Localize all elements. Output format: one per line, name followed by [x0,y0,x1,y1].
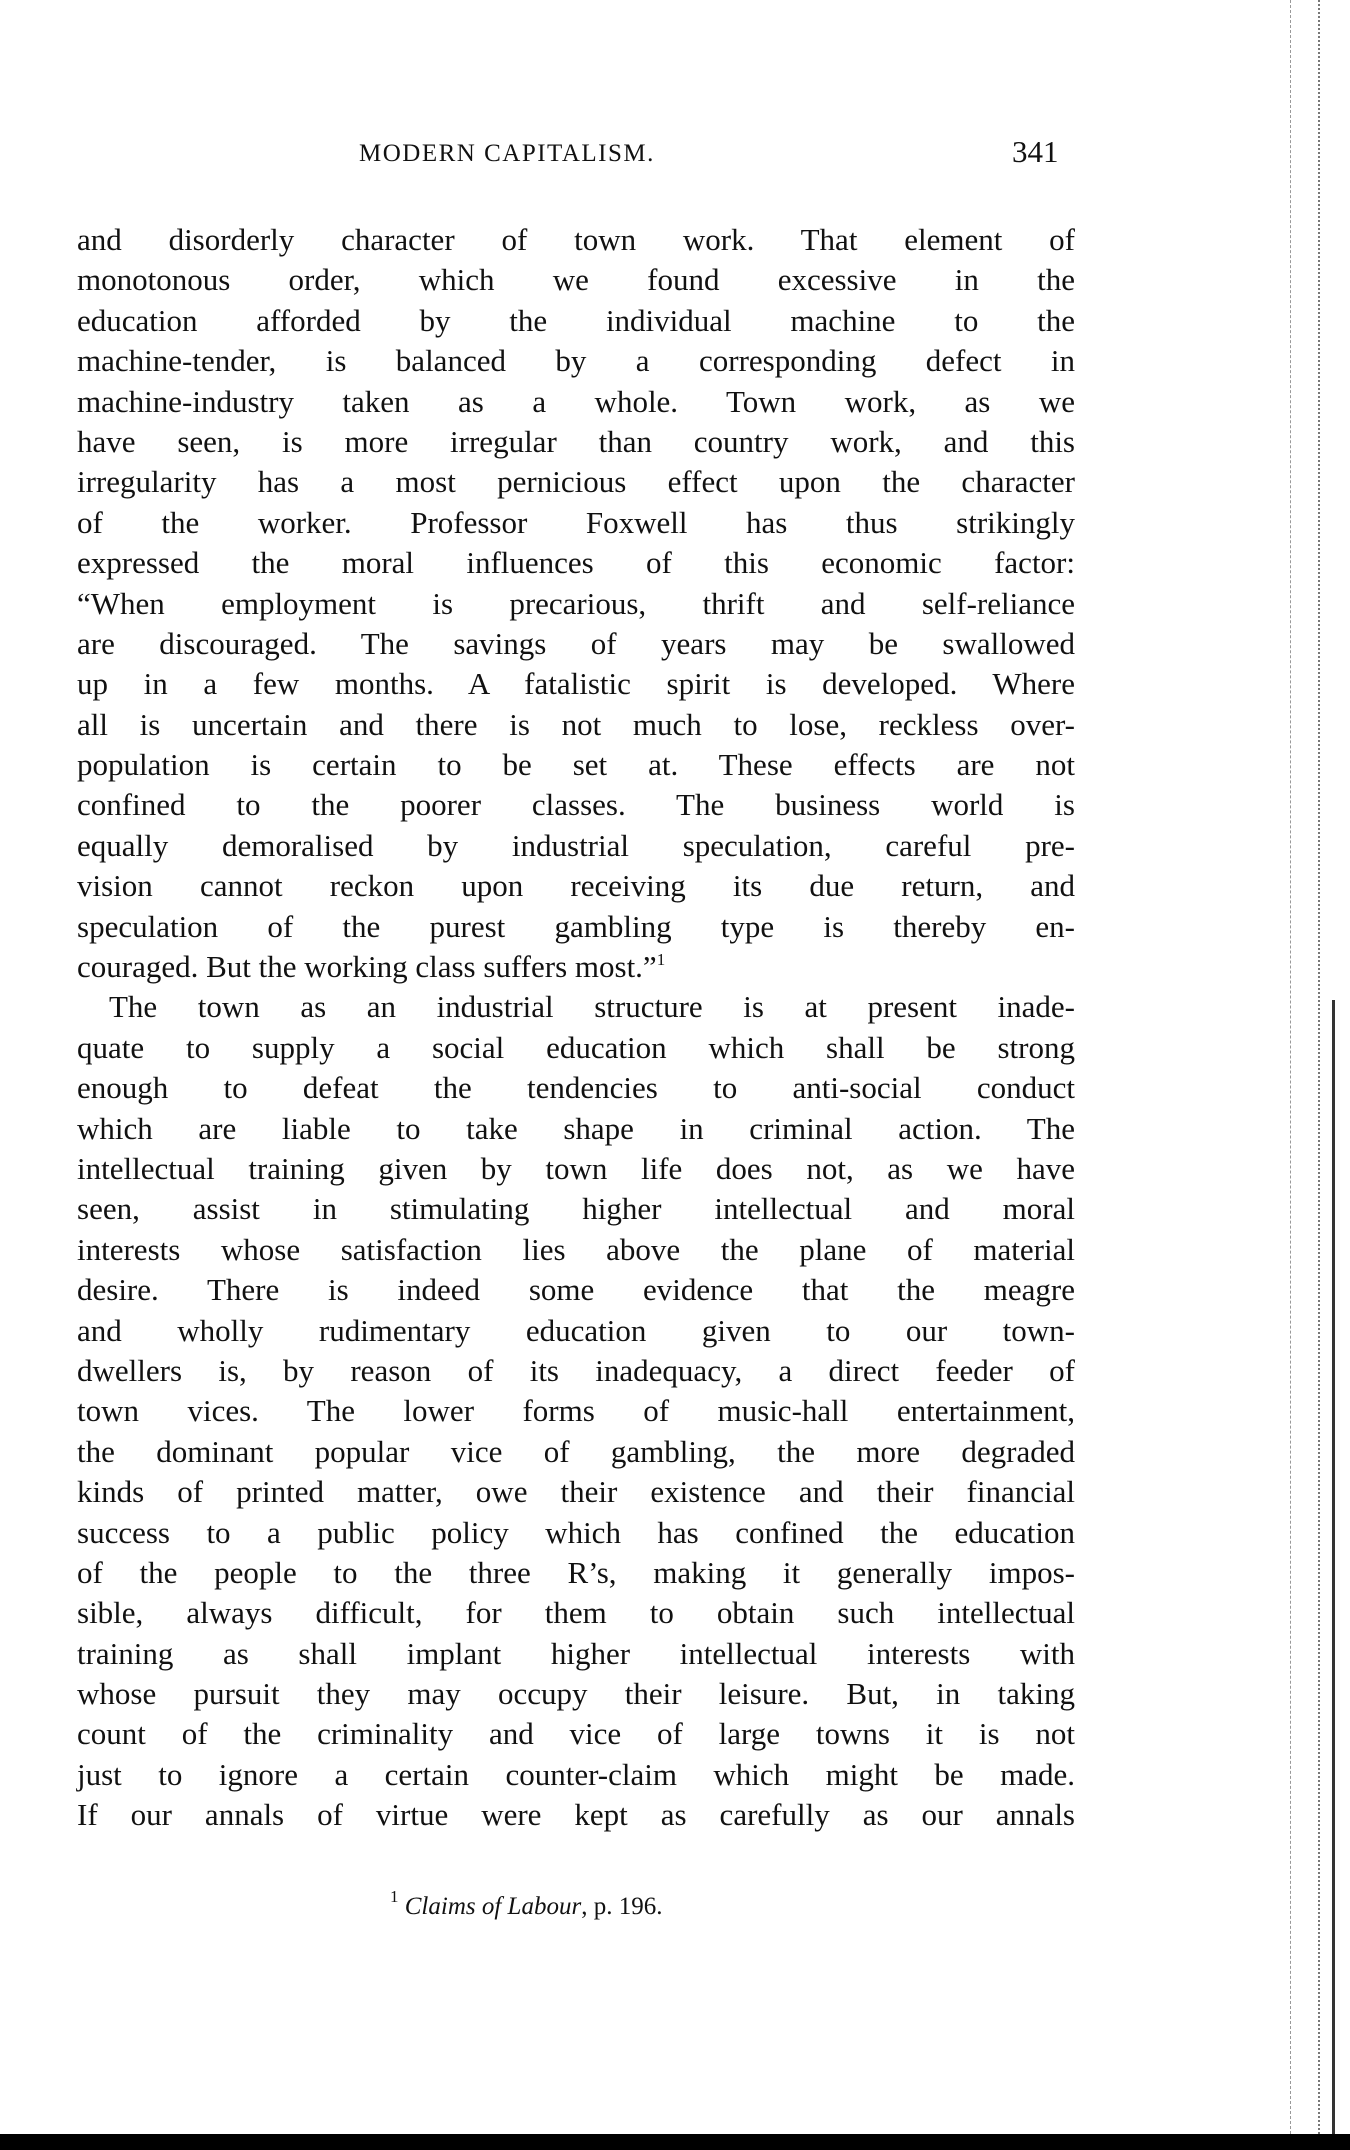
text-line-content: education afforded by the individual machine to the [77,302,1075,338]
text-line-content: have seen, is more irregular than country work, and this [77,423,1075,459]
text-line [77,1109,1075,1149]
text-line [77,1755,1075,1795]
text-line-content: training as shall implant higher intellectual interests with [77,1635,1075,1671]
footnote-title: Claims of Labour [404,1893,582,1920]
text-line-content: the dominant popular vice of gambling, the more degraded [77,1433,1075,1469]
text-line-content: machine-tender, is balanced by a corresponding defect in [77,343,1075,379]
page-number: 341 [1012,134,1059,169]
text-line [77,382,1075,422]
text-line-content: equally demoralised by industrial speculation, careful pre- [77,827,1075,863]
text-line [77,1513,1075,1553]
text-line [77,1553,1075,1593]
text-line [77,503,1075,543]
text-line-content: confined to the poorer classes. The business world is [77,787,1075,823]
text-line-content: success to a public policy which has confined the education [77,1514,1075,1550]
text-line [77,1149,1075,1189]
text-line-content: vision cannot reckon upon receiving its due return, and [77,868,1075,904]
text-line-content: quate to supply a social education which shall be strong [77,1029,1075,1065]
text-line [77,705,1075,745]
text-line-content: expressed the moral influences of this economic factor: [77,545,1075,581]
text-line [77,907,1075,947]
text-line-content: dwellers is, by reason of its inadequacy, a direct feeder of [77,1352,1075,1388]
text-line-content: and wholly rudimentary education given to our town- [77,1312,1075,1348]
text-line [77,1351,1075,1391]
text-line-content: kinds of printed matter, owe their existence and their financial [77,1474,1075,1510]
text-line-content: up in a few months. A fatalistic spirit is developed. Where [77,666,1075,702]
text-line-content: just to ignore a certain counter-claim which might be made. [77,1756,1075,1792]
text-line [77,462,1075,502]
text-line-content: are discouraged. The savings of years may be swallowed [77,625,1075,661]
text-line [77,1230,1075,1270]
text-line [77,1028,1075,1068]
text-line [77,1068,1075,1108]
text-line [77,1270,1075,1310]
text-line [77,341,1075,381]
text-line-content: interests whose satisfaction lies above the plane of material [77,1231,1075,1267]
text-line-content: of the worker. Professor Foxwell has thus strikingly [77,504,1075,540]
text-line-content: sible, always difficult, for them to obtain such intellectual [77,1595,1075,1631]
text-line-content: seen, assist in stimulating higher intellectual and moral [77,1191,1075,1227]
text-line [77,584,1075,624]
footnote [390,1887,663,1921]
text-line [77,260,1075,300]
text-line [77,422,1075,462]
text-line [77,301,1075,341]
text-line-content: whose pursuit they may occupy their leisure. But, in taking [77,1676,1075,1712]
text-line-content: If our annals of virtue were kept as carefully as our annals [77,1797,1075,1833]
book-gutter-edge [1332,1000,1337,2134]
text-line [77,1432,1075,1472]
text-line-content: count of the criminality and vice of large towns it is not [77,1716,1075,1752]
text-line-content: all is uncertain and there is not much to lose, reckless over- [77,706,1075,742]
text-line-content: speculation of the purest gambling type is thereby en- [77,908,1075,944]
body-text [77,220,1075,1836]
text-line-content: intellectual training given by town life does not, as we have [77,1150,1075,1186]
text-line-content: population is certain to be set at. These effects are not [77,747,1075,783]
text-line-content: machine-industry taken as a whole. Town work, as we [77,383,1075,419]
text-line [77,1795,1075,1835]
text-line [77,1472,1075,1512]
text-line [77,543,1075,583]
text-line-content: which are liable to take shape in criminal action. The [77,1110,1075,1146]
footnote-marker: 1 [390,1887,399,1906]
book-gutter-edge [1318,0,1322,2134]
text-line [77,1714,1075,1754]
text-line [77,987,1075,1027]
text-line-content: of the people to the three R’s, making it generally impos- [77,1554,1075,1590]
scan-bottom-border [0,2134,1350,2150]
text-line [77,947,1075,987]
text-line-content: irregularity has a most pernicious effect upon the character [77,464,1075,500]
text-line [77,866,1075,906]
text-line [77,1593,1075,1633]
text-line-content: desire. There is indeed some evidence that the meagre [77,1272,1075,1308]
text-line [77,1634,1075,1674]
text-line [77,1311,1075,1351]
text-line-content: town vices. The lower forms of music-hall entertainment, [77,1393,1075,1429]
text-line [77,664,1075,704]
text-line-content: couraged. But the working class suffers most.” [77,949,657,985]
footnote-reference: 1 [656,950,666,970]
text-line-content: and disorderly character of town work. That element of [77,222,1075,257]
text-line [77,1674,1075,1714]
text-line [77,745,1075,785]
text-line-content: “When employment is precarious, thrift and self-reliance [77,585,1075,621]
footnote-page: , p. 196. [581,1893,663,1920]
running-title: MODERN CAPITALISM. [359,140,655,167]
book-gutter-edge [1290,0,1293,2134]
text-line [77,785,1075,825]
text-line [77,1189,1075,1229]
text-line [77,220,1075,260]
text-line [77,1391,1075,1431]
text-line-content: monotonous order, which we found excessive in the [77,262,1075,298]
text-line [77,826,1075,866]
text-line [77,624,1075,664]
text-line-content: enough to defeat the tendencies to anti-social conduct [77,1070,1075,1106]
text-line-content: The town as an industrial structure is at present inade- [109,989,1075,1025]
